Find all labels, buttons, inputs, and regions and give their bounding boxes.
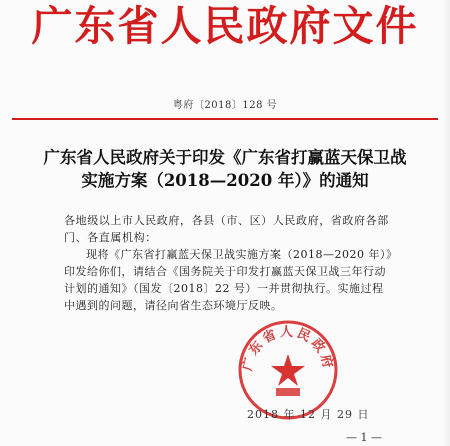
notice-title: 广东省人民政府关于印发《广东省打赢蓝天保卫战实施方案（2018—2020 年）》的通知 (43, 148, 407, 190)
document-header-title: 广东省人民政府文件 (31, 2, 419, 50)
notice-salutation: 各地级以上市人民政府，各县（市、区）人民政府，省政府各部门、各直属机构： (64, 214, 389, 244)
issue-date: 2018 年 12 月 29 日 (247, 408, 370, 421)
page-edge-shadow (444, 0, 450, 446)
document-number: 粤府〔2018〕128 号 (172, 100, 278, 111)
svg-text:广东省人民政府: 广东省人民政府 (240, 325, 336, 373)
page-number: — 1 — (346, 431, 382, 444)
red-divider-rule (12, 118, 438, 120)
notice-body-text: 现将《广东省打赢蓝天保卫战实施方案（2018—2020 年）》印发给你们，请结合《国务院关于印发打赢蓝天保卫战三年行动计划的通知》（国发〔2018〕22 号）一并贯彻执行。实施过程中遇到的问题，请径向省生态环境厅反映。 (64, 248, 392, 312)
